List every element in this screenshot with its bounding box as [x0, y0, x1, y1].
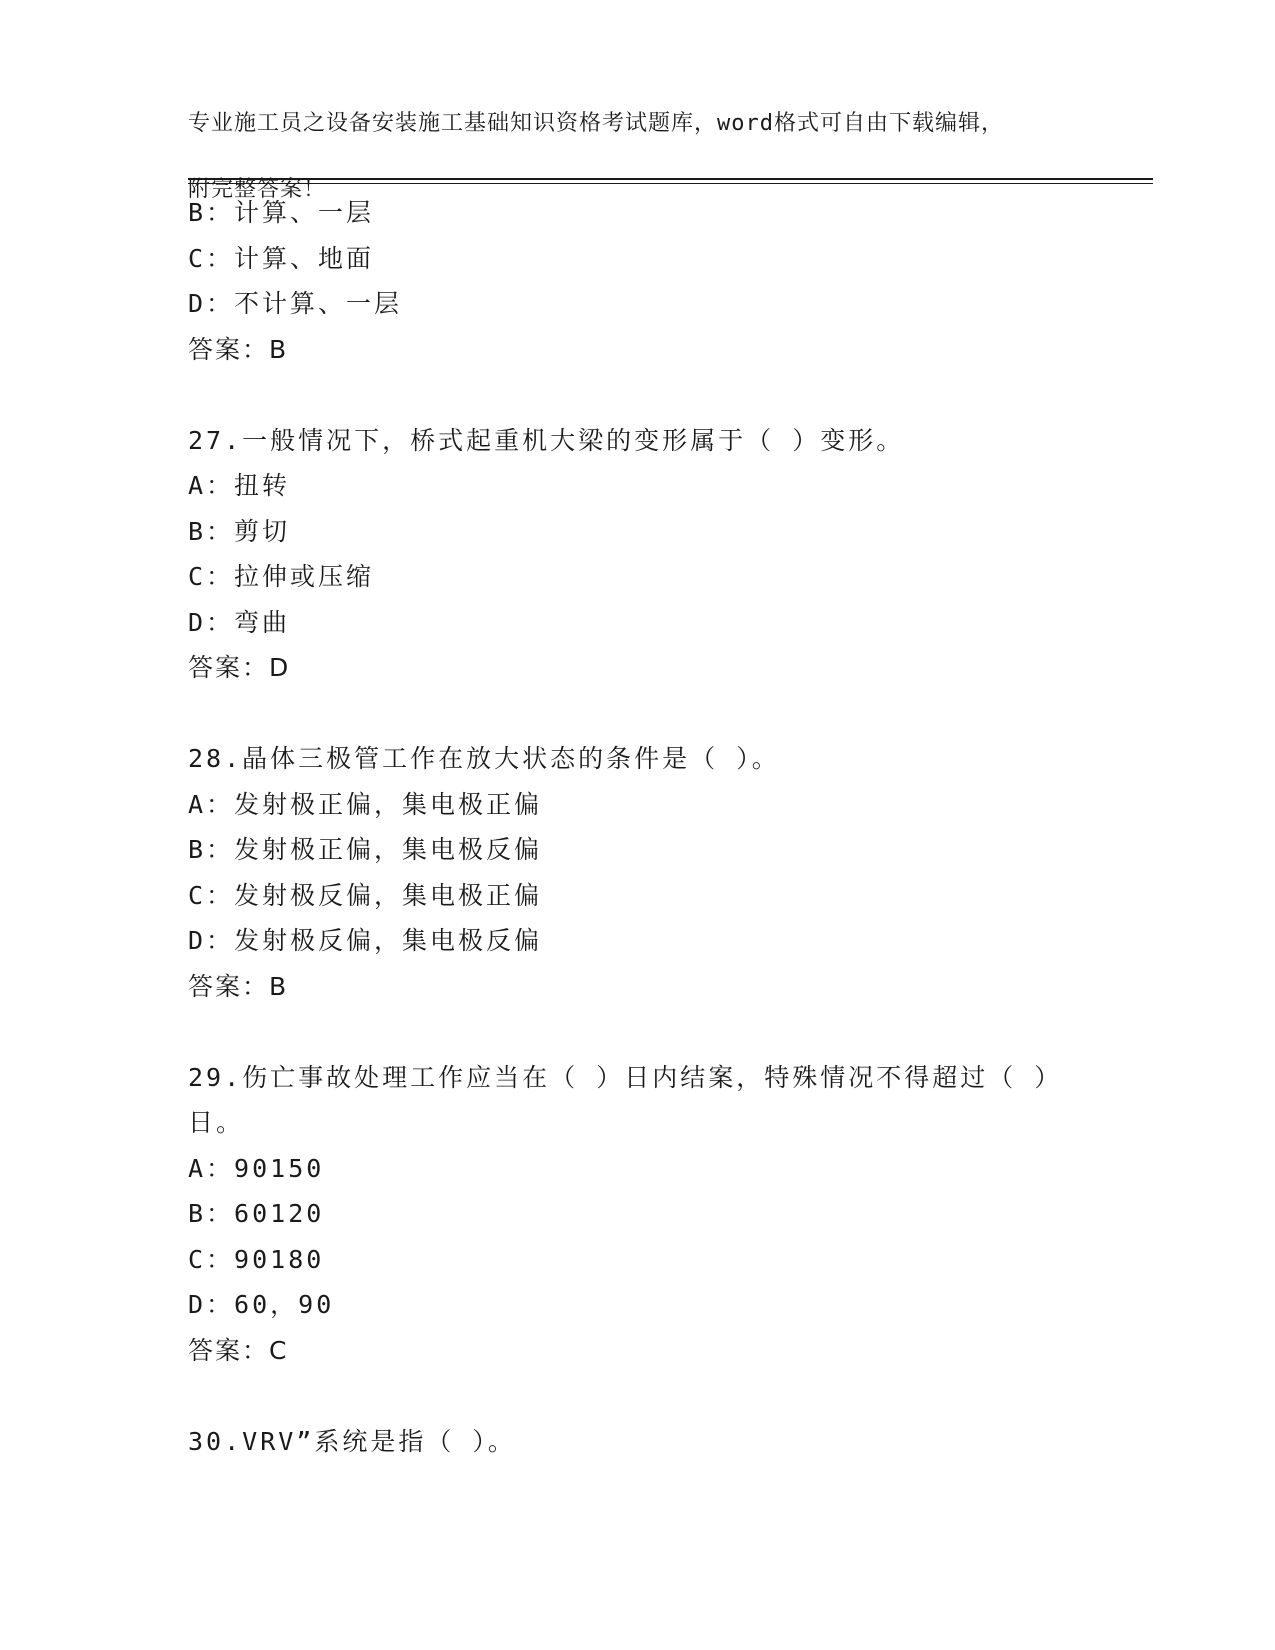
answer-line: 答案：C: [188, 1335, 289, 1365]
header-rule-thin: [188, 183, 1153, 184]
answer-line: 答案：B: [188, 971, 289, 1001]
answer-line: 答案：D: [188, 653, 291, 682]
header-line-1: 专业施工员之设备安装施工基础知识资格考试题库，word格式可自由下载编辑，: [188, 111, 1004, 136]
question-text-line-1: 29.伤亡事故处理工作应当在（ ）日内结案，特殊情况不得超过（ ）: [188, 1062, 1063, 1092]
option-c: C：计算、地面: [188, 243, 375, 273]
question-text-line-2: 日。: [188, 1108, 245, 1137]
question-27: [188, 418, 1088, 691]
option-a: A：90150: [188, 1153, 325, 1183]
answer-line: 答案：B: [188, 334, 289, 364]
option-d: D：发射极反偏，集电极反偏: [188, 926, 543, 955]
option-a: A：扭转: [188, 471, 291, 500]
option-b: B：60120: [188, 1199, 325, 1228]
spacer: [188, 372, 1088, 418]
spacer: [188, 1009, 1088, 1055]
question-26-continued: [188, 190, 1088, 372]
option-b: B：剪切: [188, 516, 291, 546]
option-d: D：弯曲: [188, 607, 291, 637]
header-line-2: 附完整答案！: [188, 177, 327, 202]
option-c: C：拉伸或压缩: [188, 562, 375, 591]
option-c: C：90180: [188, 1244, 325, 1274]
spacer: [188, 1373, 1088, 1419]
option-d: D：60，90: [188, 1290, 335, 1319]
option-a: A：发射极正偏，集电极正偏: [188, 789, 543, 819]
question-list: [188, 190, 1088, 1464]
header-rule-thick: [188, 178, 1153, 180]
question-text: 28.晶体三极管工作在放大状态的条件是（ ）。: [188, 744, 780, 773]
question-29: [188, 1055, 1088, 1374]
spacer: [188, 691, 1088, 737]
option-b: B：计算、一层: [188, 198, 375, 227]
option-d: D：不计算、一层: [188, 289, 403, 318]
option-b: B：发射极正偏，集电极反偏: [188, 835, 543, 864]
question-30: [188, 1419, 1088, 1465]
option-c: C：发射极反偏，集电极正偏: [188, 880, 543, 910]
question-text: 30.VRV”系统是指（ ）。: [188, 1426, 516, 1456]
question-text: 27.一般情况下，桥式起重机大梁的变形属于（ ）变形。: [188, 425, 905, 455]
question-28: [188, 736, 1088, 1009]
